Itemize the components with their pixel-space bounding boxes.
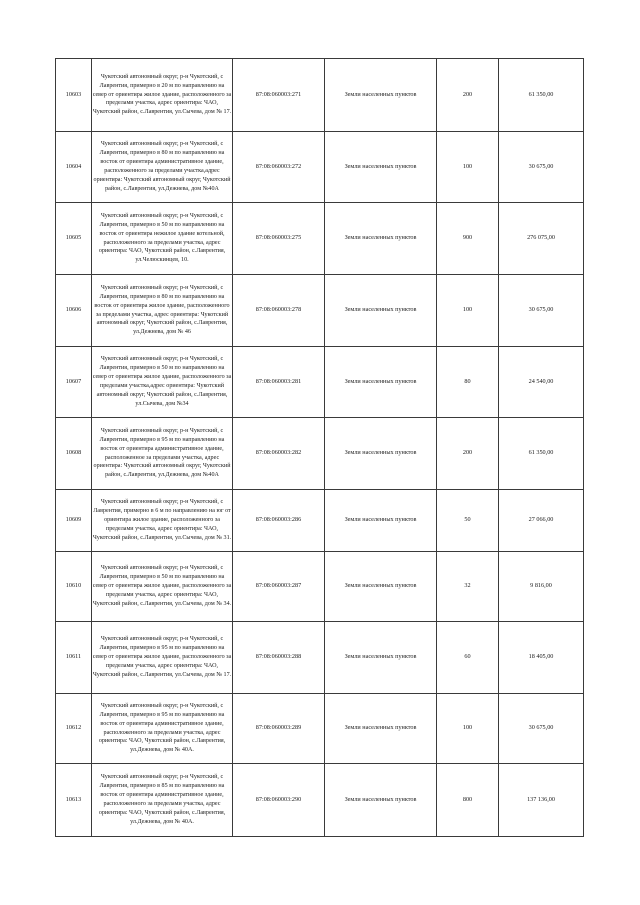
- land-category: Земли населенных пунктов: [325, 622, 437, 694]
- cadastral-cost: 61 350,00: [499, 59, 584, 132]
- cadastral-number: 87:08:060003:287: [233, 552, 325, 622]
- plot-address: [92, 764, 233, 837]
- row-number: 10608: [56, 418, 92, 490]
- plot-address: [92, 132, 233, 203]
- land-category: Земли населенных пунктов: [325, 418, 437, 490]
- cadastral-number: 87:08:060003:289: [233, 694, 325, 764]
- cadastral-number: 87:08:060003:288: [233, 622, 325, 694]
- table-row: [56, 622, 584, 694]
- cadastral-cost: 137 136,00: [499, 764, 584, 837]
- plot-address-text: Чукотский автономный округ, р-н Чукотский, с Лаврентия, примерно в 50 м по направлению на север от ориентира жилое здание, расположенного за пределами участка,адрес ориентира: Чукотский автономный округ, Чукотский район, с.Лаврентия, ул.Сычева, дом №34: [92, 356, 232, 407]
- plot-address-text: Чукотский автономный округ, р-н Чукотский, с Лаврентия, примерно в 80 м по направлению на восток от ориентира жилое здание, расположенного за пределами участка, адрес ориентира: Чукотский автономный округ, Чукотский район, с.Лаврентия, ул.Дежнева, дом № 46: [94, 284, 230, 336]
- plot-address-text: Чукотский автономный округ, р-н Чукотский, с Лаврентия, примерно в 20 м по направлению на север от ориентира жилое здание, расположенного за пределами участка, адрес ориентира: ЧАО, Чукотский район, с.Лаврентия, ул.Сычева, дом № 17.: [92, 73, 232, 116]
- table-row: [56, 347, 584, 418]
- plot-area: 900: [437, 203, 499, 275]
- plot-address-text: Чукотский автономный округ, р-н Чукотский, с Лаврентия, примерно в 95 м по направлению на север от ориентира жилое здание, расположенного за пределами участка, адрес ориентира: ЧАО, Чукотский район, с.Лаврентия, ул.Сычева, дом № 17.: [92, 636, 232, 678]
- cadastral-cost: 27 066,00: [499, 490, 584, 552]
- plot-area: 100: [437, 132, 499, 203]
- plot-area: 800: [437, 764, 499, 837]
- plot-address: [92, 418, 233, 490]
- land-plot-register-table: [55, 58, 584, 837]
- row-number: 10611: [56, 622, 92, 694]
- row-number: 10609: [56, 490, 92, 552]
- table-row: [56, 552, 584, 622]
- table-row: [56, 203, 584, 275]
- row-number: 10604: [56, 132, 92, 203]
- table-row: [56, 59, 584, 132]
- plot-address-text: Чукотский автономный округ, р-н Чукотский, с Лаврентия, примерно в 50 м по направлению на восток от ориентира нежилое здание котельной, расположенного за пределами участка, адрес ориентира: ЧАО, Чукотский район, с.Лаврентия, ул.Челюскинцев, 10.: [98, 212, 226, 264]
- plot-address-text: Чукотский автономный округ, р-н Чукотский, с Лаврентия, примерно в 6 м по направлению на юг от ориентира жилое здание, расположенного за пределами участка, адрес ориентира: ЧАО, Чукотский район, с.Лаврентия, ул.Сычева, дом № 31.: [92, 499, 232, 541]
- plot-area: 32: [437, 552, 499, 622]
- plot-address-text: Чукотский автономный округ, р-н Чукотский, с Лаврентия, примерно в 85 м по направлению на восток от ориентира административное здание, расположенного за пределами участка, адрес ориентира: ЧАО, Чукотский район, с.Лаврентия, ул.Дежнева, дом № 40А.: [98, 774, 226, 825]
- plot-area: 200: [437, 418, 499, 490]
- land-category: Земли населенных пунктов: [325, 203, 437, 275]
- cadastral-number: 87:08:060003:272: [233, 132, 325, 203]
- cadastral-number: 87:08:060003:290: [233, 764, 325, 837]
- plot-address-text: Чукотский автономный округ, р-н Чукотский, с Лаврентия, примерно в 50 м по направлению на север от ориентира жилое здание, расположенного за пределами участка, адрес ориентира: ЧАО, Чукотский район, с.Лаврентия, ул.Сычева, дом № 34.: [92, 565, 232, 607]
- table-row: [56, 132, 584, 203]
- cadastral-cost: 30 675,00: [499, 275, 584, 347]
- plot-address: [92, 552, 233, 622]
- plot-address: [92, 203, 233, 275]
- land-category: Земли населенных пунктов: [325, 490, 437, 552]
- plot-area: 50: [437, 490, 499, 552]
- plot-address: [92, 59, 233, 132]
- plot-area: 100: [437, 275, 499, 347]
- land-category: Земли населенных пунктов: [325, 552, 437, 622]
- plot-address: [92, 275, 233, 347]
- table-row: [56, 418, 584, 490]
- row-number: 10603: [56, 59, 92, 132]
- cadastral-number: 87:08:060003:281: [233, 347, 325, 418]
- cadastral-cost: 30 675,00: [499, 132, 584, 203]
- cadastral-cost: 30 675,00: [499, 694, 584, 764]
- cadastral-number: 87:08:060003:275: [233, 203, 325, 275]
- document-page: [55, 58, 583, 837]
- land-category: Земли населенных пунктов: [325, 347, 437, 418]
- row-number: 10613: [56, 764, 92, 837]
- row-number: 10607: [56, 347, 92, 418]
- plot-address-text: Чукотский автономный округ, р-н Чукотский, с Лаврентия, примерно в 80 м по направлению на восток от ориентира административное здание, расположенного за пределами участка,адрес ориентира: Чукотский автономный округ, Чукотский район, с.Лаврентия, ул.Дежнева, дом №40А: [93, 141, 231, 192]
- plot-address-text: Чукотский автономный округ, р-н Чукотский, с Лаврентия, примерно в 95 м по направлению на восток от ориентира административное здание, расположенного за пределами участка, адрес ориентира: ЧАО, Чукотский район, с.Лаврентия, ул.Дежнева, дом № 40А.: [98, 702, 226, 754]
- row-number: 10606: [56, 275, 92, 347]
- plot-area: 200: [437, 59, 499, 132]
- cadastral-cost: 24 540,00: [499, 347, 584, 418]
- land-category: Земли населенных пунктов: [325, 132, 437, 203]
- plot-address: [92, 694, 233, 764]
- plot-address-text: Чукотский автономный округ, р-н Чукотский, с Лаврентия, примерно в 95 м по направлению на восток от ориентира административное здание, расположенное за пределами участка, адрес ориентира: Чукотский автономный округ, Чукотский район, с.Лаврентия, ул.Дежнева, дом №40А: [93, 427, 231, 479]
- land-category: Земли населенных пунктов: [325, 59, 437, 132]
- land-category: Земли населенных пунктов: [325, 275, 437, 347]
- land-category: Земли населенных пунктов: [325, 764, 437, 837]
- plot-area: 80: [437, 347, 499, 418]
- table-row: [56, 764, 584, 837]
- cadastral-number: 87:08:060003:282: [233, 418, 325, 490]
- plot-address: [92, 622, 233, 694]
- cadastral-cost: 18 405,00: [499, 622, 584, 694]
- cadastral-cost: 61 350,00: [499, 418, 584, 490]
- cadastral-number: 87:08:060003:278: [233, 275, 325, 347]
- table-row: [56, 490, 584, 552]
- table-row: [56, 694, 584, 764]
- row-number: 10605: [56, 203, 92, 275]
- land-category: Земли населенных пунктов: [325, 694, 437, 764]
- row-number: 10612: [56, 694, 92, 764]
- row-number: 10610: [56, 552, 92, 622]
- plot-address: [92, 347, 233, 418]
- cadastral-cost: 276 075,00: [499, 203, 584, 275]
- cadastral-number: 87:08:060003:271: [233, 59, 325, 132]
- plot-address: [92, 490, 233, 552]
- cadastral-cost: 9 816,00: [499, 552, 584, 622]
- plot-area: 60: [437, 622, 499, 694]
- table-row: [56, 275, 584, 347]
- cadastral-number: 87:08:060003:286: [233, 490, 325, 552]
- plot-area: 100: [437, 694, 499, 764]
